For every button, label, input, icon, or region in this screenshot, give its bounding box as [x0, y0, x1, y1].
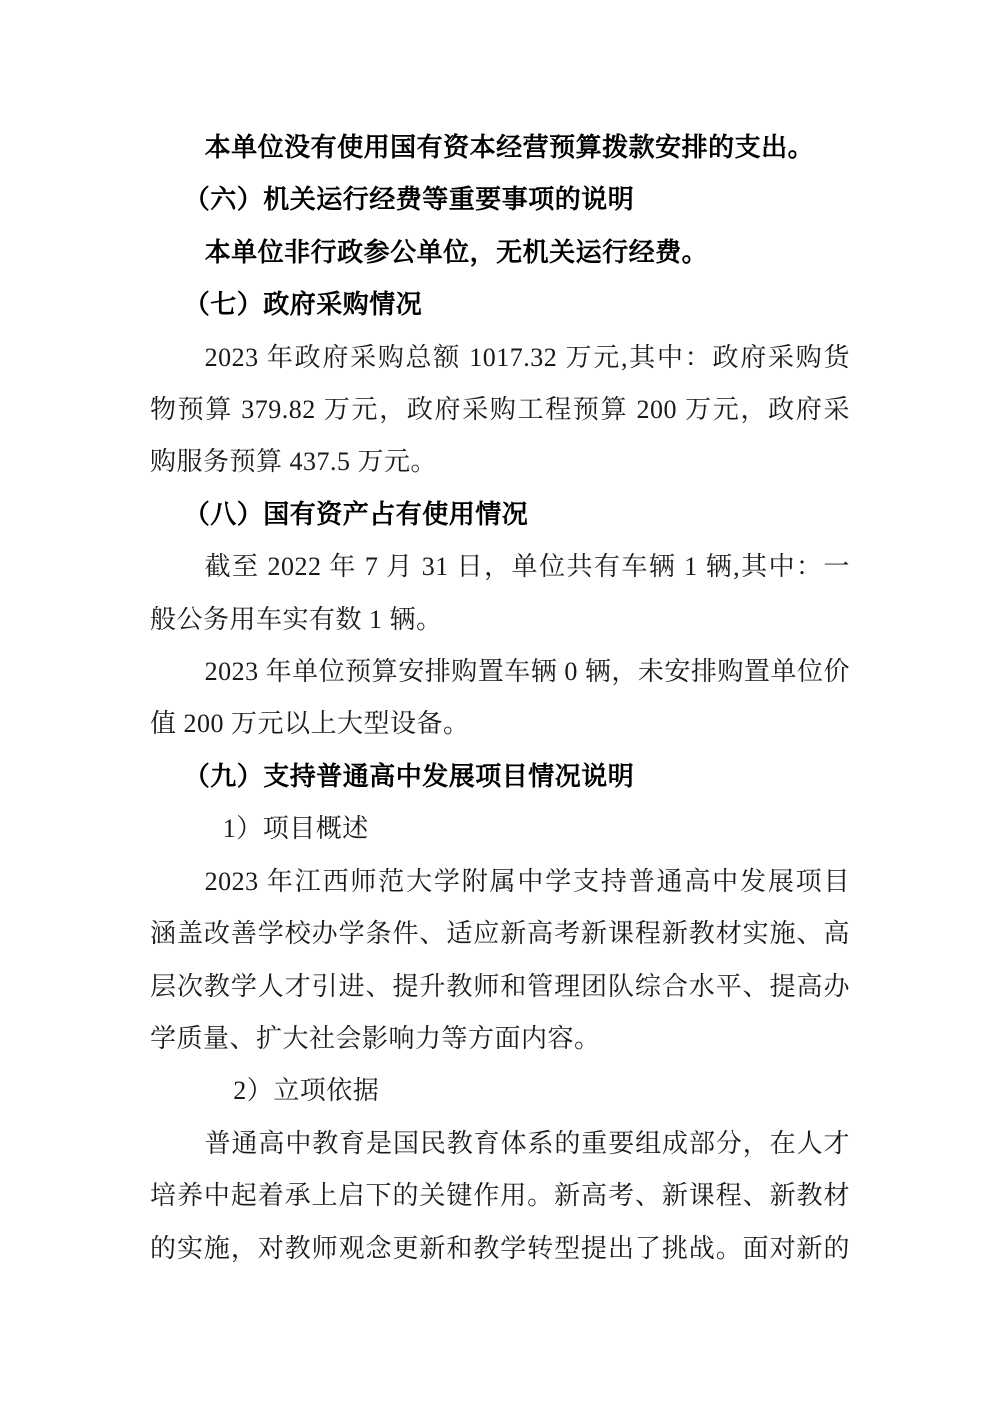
text-line: （九）支持普通高中发展项目情况说明 [183, 761, 635, 791]
paragraph [150, 856, 850, 1066]
paragraph [150, 122, 850, 174]
text-line: 购服务预算 437.5 万元。 [150, 447, 438, 477]
text-line: （八）国有资产占有使用情况 [183, 499, 529, 529]
paragraph [150, 1065, 850, 1117]
text-line: 本单位非行政参公单位，无机关运行经费。 [204, 237, 709, 267]
document-body [150, 122, 850, 1275]
text-line: 2023 年政府采购总额 1017.32 万元,其中：政府采购货 [204, 342, 850, 372]
section-heading [150, 489, 850, 541]
text-line: 般公务用车实有数 1 辆。 [150, 604, 443, 634]
section-heading [150, 174, 850, 226]
paragraph [150, 332, 850, 489]
text-line: 的实施，对教师观念更新和教学转型提出了挑战。面对新的 [150, 1233, 850, 1263]
text-line: 截至 2022 年 7 月 31 日，单位共有车辆 1 辆,其中：一 [204, 552, 850, 582]
section-heading [150, 279, 850, 331]
text-line: 培养中起着承上启下的关键作用。新高考、新课程、新教材 [150, 1181, 850, 1211]
text-line: 2023 年江西师范大学附属中学支持普通高中发展项目 [204, 866, 850, 896]
text-line: 2）立项依据 [233, 1076, 380, 1106]
text-line: 涵盖改善学校办学条件、适应新高考新课程新教材实施、高 [150, 919, 850, 949]
text-line: 物预算 379.82 万元，政府采购工程预算 200 万元，政府采 [150, 395, 850, 425]
paragraph [150, 803, 850, 855]
paragraph [150, 1118, 850, 1275]
paragraph [150, 646, 850, 751]
text-line: （六）机关运行经费等重要事项的说明 [183, 185, 635, 215]
text-line: 层次教学人才引进、提升教师和管理团队综合水平、提高办 [150, 971, 850, 1001]
text-line: 2023 年单位预算安排购置车辆 0 辆，未安排购置单位价 [204, 657, 850, 687]
text-line: 学质量、扩大社会影响力等方面内容。 [150, 1023, 601, 1053]
text-line: 1）项目概述 [222, 814, 369, 844]
text-line: 本单位没有使用国有资本经营预算拨款安排的支出。 [204, 133, 815, 162]
paragraph [150, 541, 850, 646]
section-heading [150, 751, 850, 803]
paragraph [150, 227, 850, 279]
text-line: 值 200 万元以上大型设备。 [150, 709, 470, 739]
text-line: （七）政府采购情况 [183, 290, 423, 320]
text-line: 普通高中教育是国民教育体系的重要组成部分，在人才 [204, 1128, 850, 1158]
